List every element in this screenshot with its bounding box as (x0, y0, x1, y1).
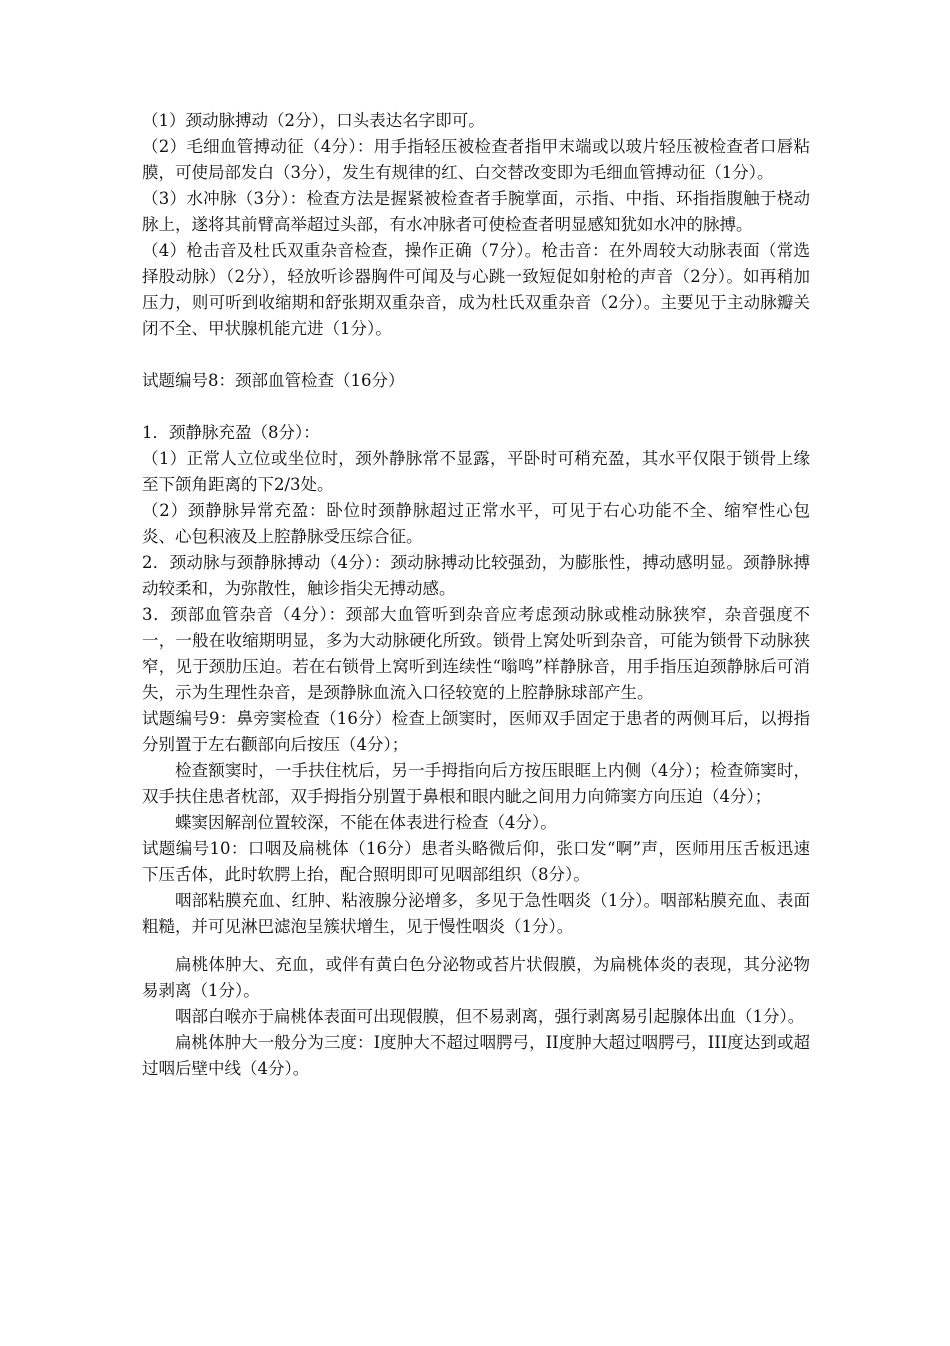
carotid-jugular-pulsation-item: 2．颈动脉与颈静脉搏动（4分）：颈动脉搏动比较强劲，为膨胀性，搏动感明显。颈静脉搏动较柔和，为弥散性，触诊指尖无搏动感。 (142, 553, 810, 598)
neck-vascular-murmur-item: 3．颈部血管杂音（4分）：颈部大血管听到杂音应考虑颈动脉或椎动脉狭窄，杂音强度不一，一般在收缩期明显，多为大动脉硬化所致。锁骨上窝处听到杂音，可能为锁骨下动脉狭窄，见于颈肋压迫。若在右锁骨上窝听到连续性“嗡鸣”样静脉音，用手指压迫颈静脉后可消失，示为生理性杂音，是颈静脉血流入口径较宽的上腔静脉球部产生。 (142, 605, 810, 702)
question-9-paranasal-sinus: 试题编号9：鼻旁窦检查（16分）检查上颌窦时，医师双手固定于患者的两侧耳后，以拇指分别置于左右颧部向后按压（4分）； (142, 709, 810, 754)
tonsil-grading-paragraph: 扁桃体肿大一般分为三度：I度肿大不超过咽腭弓，II度肿大超过咽腭弓，III度达到或超过咽后壁中线（4分）。 (142, 1033, 810, 1078)
water-hammer-pulse-item: （3）水冲脉（3分）：检查方法是握紧被检查者手腕掌面，示指、中指、环指指腹触于桡动脉上，遂将其前臂高举超过头部，有水冲脉者可使检查者明显感知犹如水冲的脉搏。 (142, 189, 810, 234)
question-10-oropharynx: 试题编号10：口咽及扁桃体（16分）患者头略微后仰，张口发“啊”声，医师用压舌板迅速下压舌体，此时软腭上抬，配合照明即可见咽部组织（8分）。 (142, 839, 810, 884)
capillary-pulse-item: （2）毛细血管搏动征（4分）：用手指轻压被检查者指甲末端或以玻片轻压被检查者口唇粘膜，可使局部发白（3分），发生有规律的红、白交替改变即为毛细血管搏动征（1分）。 (142, 137, 810, 182)
jugular-abnormal-item: （2）颈静脉异常充盈：卧位时颈静脉超过正常水平，可见于右心功能不全、缩窄性心包炎、心包积液及上腔静脉受压综合征。 (142, 501, 810, 546)
tonsillitis-paragraph: 扁桃体肿大、充血，或伴有黄白色分泌物或苔片状假膜，为扁桃体炎的表现，其分泌物易剥离（1分）。 (142, 955, 810, 1000)
frontal-ethmoid-sinus-paragraph: 检查额窦时，一手扶住枕后，另一手拇指向后方按压眼眶上内侧（4分）；检查筛窦时，双手扶住患者枕部，双手拇指分别置于鼻根和眼内眦之间用力向筛窦方向压迫（4分）； (142, 761, 810, 806)
diphtheria-paragraph: 咽部白喉亦于扁桃体表面可出现假膜，但不易剥离，强行剥离易引起腺体出血（1分）。 (175, 1007, 805, 1026)
jugular-vein-filling-heading: 1．颈静脉充盈（8分）： (142, 423, 320, 442)
document-page (142, 108, 810, 1082)
pharyngitis-paragraph: 咽部粘膜充血、红肿、粘液腺分泌增多，多见于急性咽炎（1分）。咽部粘膜充血、表面粗糙，并可见淋巴滤泡呈簇状增生，见于慢性咽炎（1分）。 (142, 891, 810, 936)
sphenoid-sinus-paragraph: 蝶窦因解剖位置较深，不能在体表进行检查（4分）。 (175, 813, 557, 832)
jugular-normal-item: （1）正常人立位或坐位时，颈外静脉常不显露，平卧时可稍充盈，其水平仅限于锁骨上缘至下颌角距离的下2/3处。 (142, 449, 810, 494)
pistol-shot-sound-item: （4）枪击音及杜氏双重杂音检查，操作正确（7分）。枪击音：在外周较大动脉表面（常选择股动脉）（2分），轻放听诊器胸件可闻及与心跳一致短促如射枪的声音（2分）。如再稍加压力，则可听到收缩期和舒张期双重杂音，成为杜氏双重杂音（2分）。主要见于主动脉瓣关闭不全、甲状腺机能亢进（1分）。 (142, 241, 810, 338)
carotid-pulse-item: （1）颈动脉搏动（2分），口头表达名字即可。 (142, 111, 485, 130)
question-8-heading: 试题编号8：颈部血管检查（16分） (142, 371, 405, 390)
